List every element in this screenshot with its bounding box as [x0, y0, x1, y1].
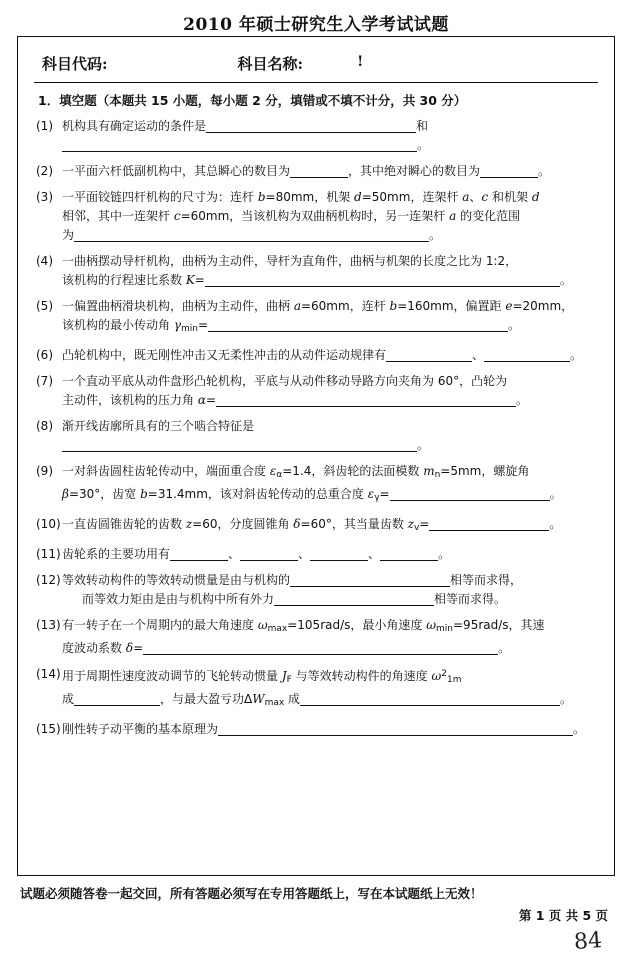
- answer-blank[interactable]: [380, 547, 438, 561]
- question-line: 刚性转子动平衡的基本原理为 。: [62, 722, 586, 736]
- answer-blank[interactable]: [429, 517, 549, 531]
- question-body: [62, 462, 600, 508]
- answer-blank[interactable]: [290, 164, 348, 178]
- page-title: 2010 年硕士研究生入学考试试题: [183, 15, 449, 35]
- subject-name-label: 科目名称:: [237, 55, 304, 73]
- question-item: [32, 297, 600, 339]
- question-body: [62, 515, 600, 538]
- answer-blank[interactable]: [143, 641, 498, 655]
- answer-blank[interactable]: [216, 393, 516, 407]
- question-number: (12): [36, 573, 61, 587]
- answer-blank[interactable]: [484, 348, 570, 362]
- question-item: [32, 462, 600, 508]
- question-body: [62, 545, 600, 564]
- question-item: [32, 117, 600, 155]
- question-item: [32, 346, 600, 365]
- question-number: (15): [36, 722, 61, 736]
- answer-blank[interactable]: [480, 164, 538, 178]
- subject-row: [32, 47, 600, 78]
- question-number: (10): [36, 517, 61, 531]
- question-number: (3): [36, 190, 53, 204]
- answer-blank[interactable]: [74, 228, 429, 242]
- question-number: (14): [36, 667, 61, 681]
- question-line: 一平面六杆低副机构中，其总瞬心的数目为 ，其中绝对瞬心的数目为 。: [62, 164, 551, 178]
- answer-blank[interactable]: [290, 573, 450, 587]
- subject-name-field[interactable]: [309, 54, 594, 74]
- question-line: 有一转子在一个周期内的最大角速度 $\omega_{max}=105rad/s$，最小角速度 $\omega_{min}=95rad/s$，其速: [62, 618, 545, 634]
- question-line: 该机构的最小传动角 $\gamma_{min}=$ 。: [62, 318, 521, 334]
- question-line: 主动件，该机构的压力角 α= 。: [62, 393, 529, 407]
- question-number: (7): [36, 374, 53, 388]
- question-body: [62, 616, 600, 658]
- question-body: [62, 346, 600, 365]
- question-number: (4): [36, 254, 53, 268]
- question-number: (1): [36, 119, 53, 133]
- answer-blank[interactable]: [240, 547, 298, 561]
- footer-note: 试题必须随答卷一起交回，所有答题必须写在专用答题纸上，写在本试题纸上无效！: [20, 886, 483, 901]
- question-item: [32, 571, 600, 609]
- header-divider: [34, 82, 598, 83]
- question-line: 而等效力矩由是由与机构中所有外力 相等而求得。: [82, 592, 507, 606]
- question-body: [62, 162, 600, 181]
- question-line: 凸轮机构中，既无刚性冲击又无柔性冲击的从动件运动规律有 、 。: [62, 348, 583, 362]
- question-item: [32, 720, 600, 739]
- question-line: 一对斜齿圆柱齿轮传动中，端面重合度 $\varepsilon_\alpha=1.4$，斜齿轮的法面模数 $m_n=5mm$，螺旋角: [62, 464, 530, 480]
- question-line: 度波动系数 δ= 。: [62, 641, 511, 655]
- question-body: [62, 720, 600, 739]
- question-line: 相邻，其中一连架杆 c=60mm，当该机构为双曲柄机构时，另一连架杆 a 的变化范围: [62, 209, 521, 223]
- answer-blank[interactable]: [208, 318, 508, 332]
- question-item: [32, 665, 600, 713]
- question-body: [62, 188, 600, 245]
- question-number: (13): [36, 618, 61, 632]
- question-line: 为 。: [62, 228, 442, 242]
- question-line: 用于周期性速度波动调节的飞轮转动惯量 $J_F$ 与等效转动构件的角速度 $\omega^2_{1m}$: [62, 669, 462, 685]
- question-body: [62, 297, 600, 339]
- question-body: [62, 117, 600, 155]
- subject-code-field[interactable]: [114, 57, 232, 74]
- question-line: 渐开线齿廓所具有的三个啮合特征是。: [62, 419, 430, 452]
- question-body: [62, 665, 600, 713]
- question-line: 一个直动平底从动件盘形凸轮机构，平底与从动件移动导路方向夹角为 60°，凸轮为: [62, 374, 508, 388]
- question-body: [62, 417, 600, 455]
- handwritten-number: 84: [573, 928, 603, 955]
- answer-blank[interactable]: [274, 592, 434, 606]
- answer-blank[interactable]: [390, 487, 550, 501]
- question-line: 一直齿圆锥齿轮的齿数 z=60，分度圆锥角 δ=60°，其当量齿数 $z_v=$ 。: [62, 517, 562, 533]
- question-item: [32, 417, 600, 455]
- question-item: [32, 162, 600, 181]
- answer-blank[interactable]: [205, 273, 560, 287]
- question-line: 齿轮系的主要功用有 、 、 、 。: [62, 547, 451, 561]
- question-number: (5): [36, 299, 53, 313]
- question-line: 一曲柄摆动导杆机构，曲柄为主动件，导杆为直角件，曲柄与机架的长度之比为 1:2，: [62, 254, 518, 268]
- question-body: [62, 372, 600, 410]
- page-number: 第 1 页 共 5 页: [518, 908, 608, 923]
- answer-blank[interactable]: [74, 692, 160, 706]
- question-item: [32, 252, 600, 290]
- question-number: (2): [36, 164, 53, 178]
- answer-blank[interactable]: [170, 547, 228, 561]
- question-line: 成 ，与最大盈亏功$\Delta W_{max}$ 成 。: [62, 692, 573, 708]
- question-item: [32, 545, 600, 564]
- question-body: [62, 571, 600, 609]
- question-number: (9): [36, 464, 53, 478]
- question-item: [32, 372, 600, 410]
- question-item: [32, 616, 600, 658]
- question-item: [32, 515, 600, 538]
- question-line: 等效转动构件的等效转动惯量是由与机构的 相等而求得，: [62, 573, 523, 587]
- answer-blank[interactable]: [218, 722, 573, 736]
- answer-blank[interactable]: [206, 119, 416, 133]
- exam-frame: [17, 36, 615, 876]
- question-line: 一偏置曲柄滑块机构，曲柄为主动件，曲柄 a=60mm，连杆 b=160mm，偏置距 e=20mm，: [62, 299, 574, 313]
- answer-blank[interactable]: [62, 438, 417, 452]
- question-number: (11): [36, 547, 61, 561]
- question-number: (8): [36, 419, 53, 433]
- question-line: 机构具有确定运动的条件是 和。: [62, 119, 430, 152]
- question-line: β=30°，齿宽 b=31.4mm，该对斜齿轮传动的总重合度 $\varepsilon_\gamma=$ 。: [62, 487, 562, 503]
- subject-code-label: 科目代码:: [42, 55, 108, 73]
- answer-blank[interactable]: [310, 547, 368, 561]
- section-heading: 1．填空题（本题共 15 小题，每小题 2 分，填错或不填不计分，共 30 分）: [38, 93, 467, 108]
- question-line: 该机构的行程速比系数 K= 。: [62, 273, 572, 287]
- subject-name-mark: !: [357, 54, 364, 70]
- answer-blank[interactable]: [300, 692, 560, 706]
- question-item: [32, 188, 600, 245]
- answer-blank[interactable]: [62, 138, 417, 152]
- question-number: (6): [36, 348, 53, 362]
- question-body: [62, 252, 600, 290]
- answer-blank[interactable]: [386, 348, 472, 362]
- question-line: 一平面铰链四杆机构的尺寸为：连杆 b=80mm，机架 d=50mm，连架杆 a、c 和机架 d: [62, 190, 540, 204]
